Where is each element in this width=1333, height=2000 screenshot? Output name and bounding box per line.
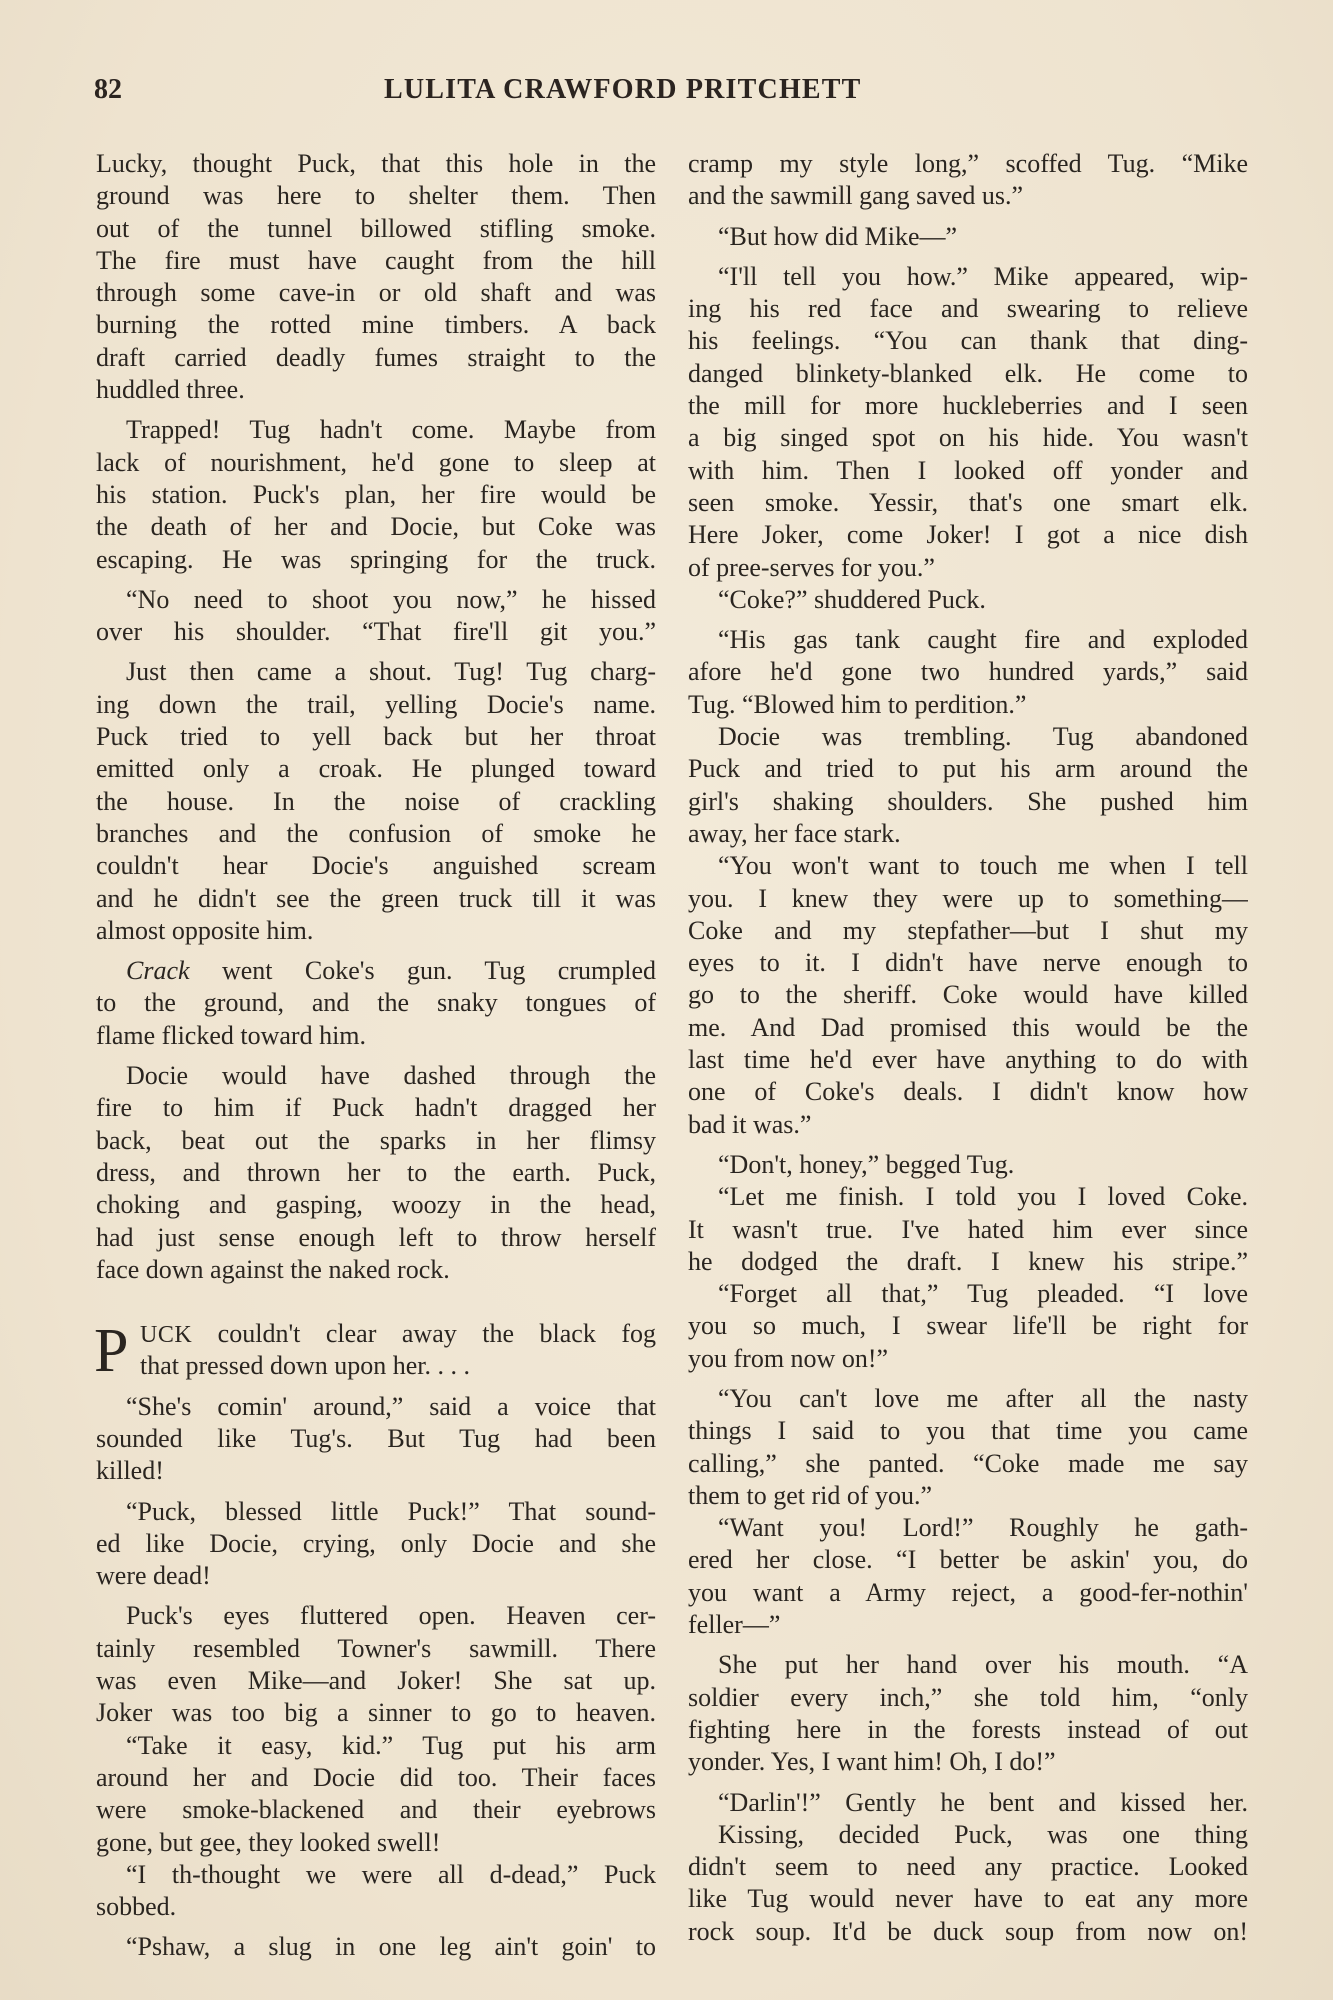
text-line: Kissing, decided Puck, was one thing [718, 1819, 1248, 1849]
text-line: the house. In the noise of crackling [96, 786, 656, 816]
text-line: around her and Docie did too. Their faces [96, 1762, 656, 1792]
paragraph [688, 261, 1248, 584]
text-line: rock soup. It'd be duck soup from now on! [688, 1916, 1248, 1946]
text-line: “I th-thought we were all d-dead,” Puck [126, 1859, 656, 1889]
paragraph [96, 656, 656, 947]
text-span: went Coke's gun. Tug crumpled [189, 956, 656, 986]
section-opening-paragraph [94, 1317, 656, 1386]
paragraph [688, 1819, 1248, 1948]
text-line: Here Joker, come Joker! I got a nice dish [688, 520, 1248, 550]
text-line: the death of her and Docie, but Coke was [96, 512, 656, 542]
text-line: Tug. “Blowed him to perdition.” [688, 689, 1027, 719]
text-line: Joker was too big a sinner to go to heaven. [96, 1698, 656, 1728]
text-line: “No need to shoot you now,” he hissed [126, 584, 656, 614]
text-line: “You can't love me after all the nasty [718, 1383, 1248, 1413]
text-line: emitted only a croak. He plunged toward [96, 754, 656, 784]
paragraph [688, 1278, 1248, 1375]
text-line: burning the rotted mine timbers. A back [96, 310, 656, 340]
text-line: gone, but gee, they looked swell! [96, 1827, 441, 1857]
text-line: “Forget all that,” Tug pleaded. “I love [718, 1279, 1248, 1309]
running-head-author: LULITA CRAWFORD PRITCHETT [384, 74, 862, 105]
text-line: you so much, I swear life'll be right for [688, 1311, 1248, 1341]
text-line: feller—” [688, 1610, 781, 1640]
text-line: Trapped! Tug hadn't come. Maybe from [126, 415, 656, 445]
paragraph [688, 1181, 1248, 1278]
text-line: and the sawmill gang saved us.” [688, 181, 1024, 211]
text-span: couldn't clear away the black fog [192, 1319, 656, 1349]
text-line: back, beat out the sparks in her flimsy [96, 1125, 656, 1155]
text-line: were dead! [96, 1561, 211, 1591]
text-line: Puck and tried to put his arm around the [688, 754, 1248, 784]
text-line: had just sense enough left to throw herself [96, 1222, 656, 1252]
text-line: Puck tried to yell back but her throat [96, 722, 656, 752]
text-line: “Puck, blessed little Puck!” That sound- [126, 1496, 656, 1526]
text-line: choking and gasping, woozy in the head, [96, 1190, 656, 1220]
text-line: huddled three. [96, 375, 245, 405]
text-line [96, 1318, 656, 1350]
paragraph [96, 1060, 656, 1286]
paragraph [688, 624, 1248, 721]
text-line: you want a Army reject, a good-fer-nothin' [688, 1577, 1248, 1607]
text-line: ed like Docie, crying, only Docie and she [96, 1528, 656, 1558]
text-line: like Tug would never have to eat any more [688, 1884, 1248, 1914]
paragraph [688, 148, 1248, 213]
text-line: yonder. Yes, I want him! Oh, I do!” [688, 1747, 1056, 1777]
text-line: sounded like Tug's. But Tug had been [96, 1423, 656, 1453]
paragraph [96, 148, 656, 406]
text-line: Lucky, thought Puck, that this hole in the [96, 149, 656, 178]
text-line: almost opposite him. [96, 915, 314, 945]
text-line: ground was here to shelter them. Then [96, 181, 656, 211]
paragraph [688, 1383, 1248, 1512]
text-line: with him. Then I looked off yonder and [688, 455, 1248, 485]
paragraph [96, 414, 656, 575]
paragraph [688, 721, 1248, 850]
text-line: and he didn't see the green truck till it was [96, 883, 656, 913]
text-line: he dodged the draft. I knew his stripe.” [688, 1246, 1248, 1276]
text-line: “His gas tank caught fire and exploded [718, 625, 1248, 655]
text-line: danged blinkety-blanked elk. He come to [688, 358, 1248, 388]
text-line: didn't seem to need any practice. Looked [688, 1852, 1248, 1882]
text-line: “I'll tell you how.” Mike appeared, wip- [718, 261, 1248, 291]
text-line: bad it was.” [688, 1109, 812, 1139]
text-line [96, 955, 656, 987]
left-column [96, 148, 656, 1964]
paragraph [688, 1149, 1248, 1181]
text-line: “Pshaw, a slug in one leg ain't goin' to [126, 1932, 656, 1962]
text-line: “You won't want to touch me when I tell [718, 851, 1248, 881]
text-line: couldn't hear Docie's anguished scream [96, 851, 656, 881]
text-line: through some cave-in or old shaft and was [96, 278, 656, 308]
paragraph [688, 1649, 1248, 1778]
text-line: that pressed down upon her. . . . [140, 1351, 471, 1381]
text-line: a big singed spot on his hide. You wasn't [688, 423, 1248, 453]
text-line: them to get rid of you.” [688, 1480, 933, 1510]
text-line: draft carried deadly fumes straight to the [96, 342, 656, 372]
paragraph [688, 584, 1248, 616]
text-line: cramp my style long,” scoffed Tug. “Mike [688, 149, 1248, 178]
text-line: branches and the confusion of smoke he [96, 818, 656, 848]
text-line: the mill for more huckleberries and I seen [688, 391, 1248, 421]
italic-word: Crack [126, 956, 190, 986]
text-line: afore he'd gone two hundred yards,” said [688, 657, 1248, 687]
text-line: one of Coke's deals. I didn't know how [688, 1077, 1248, 1107]
page-header [94, 74, 960, 118]
text-line: ing down the trail, yelling Docie's name. [96, 689, 656, 719]
text-line: fire to him if Puck hadn't dragged her [96, 1093, 656, 1123]
text-line: his station. Puck's plan, her fire would be [96, 479, 656, 509]
text-line: calling,” she panted. “Coke made me say [688, 1448, 1248, 1478]
small-caps-word: UCK [140, 1322, 193, 1349]
text-line: fighting here in the forests instead of out [688, 1714, 1248, 1744]
text-line: over his shoulder. “That fire'll git you.” [96, 617, 656, 647]
paragraph [688, 850, 1248, 1141]
paragraph [96, 584, 656, 649]
drop-cap: P [94, 1317, 129, 1386]
text-line: “Darlin'!” Gently he bent and kissed her. [718, 1787, 1248, 1817]
text-line: lack of nourishment, he'd gone to sleep at [96, 447, 656, 477]
paragraph [688, 1512, 1248, 1641]
paragraph [688, 221, 1248, 253]
text-line: “Want you! Lord!” Roughly he gath- [718, 1513, 1248, 1543]
text-line: last time he'd ever have anything to do with [688, 1045, 1248, 1075]
text-line: Docie was trembling. Tug abandoned [718, 722, 1248, 752]
text-line: ered her close. “I better be askin' you, do [688, 1545, 1248, 1575]
text-line: me. And Dad promised this would be the [688, 1012, 1248, 1042]
text-line: Just then came a shout. Tug! Tug charg- [126, 657, 656, 687]
text-line: of pree-serves for you.” [688, 552, 935, 582]
text-line: killed! [96, 1456, 164, 1486]
text-line: It wasn't true. I've hated him ever since [688, 1214, 1248, 1244]
text-line: Coke and my stepfather—but I shut my [688, 915, 1248, 945]
text-line: sobbed. [96, 1892, 177, 1922]
text-line: “Let me finish. I told you I loved Coke. [718, 1182, 1248, 1212]
text-line: escaping. He was springing for the truck. [96, 544, 656, 574]
text-line: tainly resembled Towner's sawmill. There [96, 1633, 656, 1663]
text-line: “Don't, honey,” begged Tug. [718, 1149, 1015, 1179]
text-line: The fire must have caught from the hill [96, 245, 656, 275]
text-line: She put her hand over his mouth. “A [718, 1650, 1248, 1680]
text-line: seen smoke. Yessir, that's one smart elk. [688, 487, 1248, 517]
paragraph [96, 955, 656, 1052]
text-line: flame flicked toward him. [96, 1020, 367, 1050]
paragraph [96, 1496, 656, 1593]
paragraph [688, 1787, 1248, 1819]
page-number: 82 [94, 74, 122, 105]
text-line: away, her face stark. [688, 818, 901, 848]
paragraph [96, 1931, 656, 1963]
text-line: “Coke?” shuddered Puck. [718, 584, 986, 614]
paragraph [96, 1730, 656, 1859]
text-line: face down against the naked rock. [96, 1254, 450, 1284]
text-line: his feelings. “You can thank that ding- [688, 326, 1248, 356]
text-line: “She's comin' around,” said a voice that [126, 1391, 656, 1421]
paragraph [96, 1391, 656, 1488]
text-line: you from now on!” [688, 1343, 889, 1373]
text-line: soldier every inch,” she told him, “only [688, 1682, 1248, 1712]
paragraph [96, 1859, 656, 1924]
text-line: Puck's eyes fluttered open. Heaven cer- [126, 1601, 656, 1631]
text-line: go to the sheriff. Coke would have killed [688, 980, 1248, 1010]
text-line: to the ground, and the snaky tongues of [96, 988, 656, 1018]
text-line: eyes to it. I didn't have nerve enough to [688, 948, 1248, 978]
text-line: “Take it easy, kid.” Tug put his arm [126, 1730, 656, 1760]
text-line: girl's shaking shoulders. She pushed him [688, 786, 1248, 816]
text-line: ing his red face and swearing to relieve [688, 294, 1248, 324]
text-line: you. I knew they were up to something— [688, 883, 1248, 913]
text-line: Docie would have dashed through the [126, 1061, 656, 1091]
text-line: out of the tunnel billowed stifling smoke. [96, 213, 656, 243]
right-column [688, 148, 1248, 1948]
text-line: things I said to you that time you came [688, 1416, 1248, 1446]
paragraph [96, 1600, 656, 1729]
text-line: were smoke-blackened and their eyebrows [96, 1795, 656, 1825]
text-line: was even Mike—and Joker! She sat up. [96, 1666, 656, 1696]
text-line: “But how did Mike—” [718, 221, 958, 251]
text-line: dress, and thrown her to the earth. Puck, [96, 1157, 656, 1187]
